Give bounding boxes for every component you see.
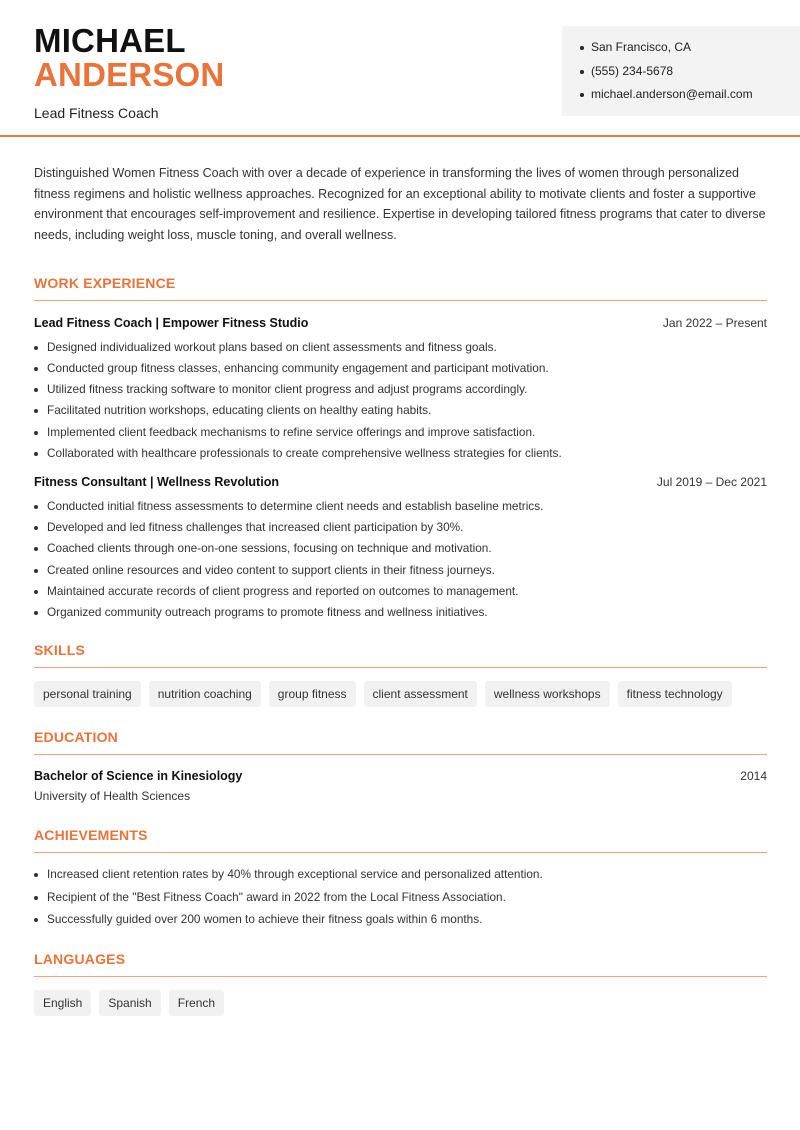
bullet-icon	[34, 526, 38, 530]
bullet-icon	[34, 918, 38, 922]
list-item	[34, 563, 767, 584]
section-title-skills: SKILLS	[34, 642, 767, 668]
contact-phone	[580, 64, 800, 88]
bullet-text: Successfully guided over 200 women to achieve their fitness goals within 6 months.	[47, 912, 483, 927]
bullet-icon	[34, 873, 38, 877]
contact-email	[580, 87, 800, 111]
resume-header	[0, 0, 800, 137]
location-text: San Francisco, CA	[591, 40, 692, 54]
list-item	[34, 605, 767, 626]
bullet-text: Facilitated nutrition workshops, educating clients on healthy eating habits.	[47, 403, 432, 418]
list-item	[34, 425, 767, 446]
bullet-text: Conducted initial fitness assessments to determine client needs and establish baseline metrics.	[47, 498, 544, 513]
bullet-text: Organized community outreach programs to promote fitness and wellness initiatives.	[47, 604, 488, 619]
list-item	[34, 446, 767, 467]
bullet-text: Conducted group fitness classes, enhancing community engagement and participant motivation.	[47, 361, 549, 375]
skill-tag: client assessment	[364, 681, 477, 707]
education-header	[34, 769, 767, 783]
job-bullets	[34, 340, 767, 467]
bullet-icon	[34, 431, 38, 435]
section-title-achievements: ACHIEVEMENTS	[34, 827, 767, 853]
job-dates: Jan 2022 – Present	[662, 315, 767, 330]
bullet-text: Developed and led fitness challenges that increased client participation by 30%.	[47, 520, 464, 535]
bullet-icon	[580, 46, 584, 50]
skill-tag: nutrition coaching	[149, 681, 261, 707]
job-role: Lead Fitness Coach | Empower Fitness Studio	[34, 315, 309, 330]
achievements-list	[34, 867, 767, 935]
section-title-education: EDUCATION	[34, 729, 767, 755]
bullet-text: Designed individualized workout plans based on client assessments and fitness goals.	[47, 339, 497, 354]
skill-tag: wellness workshops	[485, 681, 610, 707]
list-item	[34, 541, 767, 562]
graduation-year: 2014	[740, 769, 767, 784]
bullet-icon	[34, 547, 38, 551]
job-entry	[34, 316, 767, 467]
bullet-icon	[34, 388, 38, 392]
skill-tag: group fitness	[269, 681, 356, 707]
job-entry	[34, 475, 767, 626]
list-item	[34, 361, 767, 382]
bullet-icon	[34, 569, 38, 573]
bullet-text: Increased client retention rates by 40% through exceptional service and personalized attention.	[47, 867, 543, 882]
bullet-text: Coached clients through one-on-one sessions, focusing on technique and motivation.	[47, 541, 492, 556]
school: University of Health Sciences	[34, 789, 191, 804]
bullet-icon	[580, 70, 584, 74]
list-item	[34, 499, 767, 520]
degree: Bachelor of Science in Kinesiology	[34, 769, 243, 784]
first-name: MICHAEL	[34, 22, 186, 59]
contact-box	[562, 26, 800, 116]
list-item	[34, 890, 767, 913]
education-entry	[34, 769, 767, 803]
job-bullets	[34, 499, 767, 626]
bullet-text: Created online resources and video content to support clients in their fitness journeys.	[47, 562, 495, 577]
list-item	[34, 520, 767, 541]
headline-title: Lead Fitness Coach	[34, 105, 159, 121]
bullet-text: Utilized fitness tracking software to monitor client progress and adjust programs accordingly.	[47, 382, 528, 397]
section-title-work: WORK EXPERIENCE	[34, 275, 767, 301]
bullet-icon	[34, 409, 38, 413]
bullet-text: Recipient of the "Best Fitness Coach" award in 2022 from the Local Fitness Association.	[47, 889, 506, 904]
name-block	[34, 24, 224, 121]
skills-tags	[34, 681, 767, 707]
bullet-icon	[34, 611, 38, 615]
bullet-text: Maintained accurate records of client progress and reported on outcomes to management.	[47, 583, 519, 598]
list-item	[34, 584, 767, 605]
skill-tag: personal training	[34, 681, 141, 707]
job-header	[34, 316, 767, 330]
language-tag: Spanish	[99, 990, 160, 1016]
bullet-text: Collaborated with healthcare professionals to create comprehensive wellness strategies for clients.	[47, 445, 562, 460]
bullet-icon	[34, 452, 38, 456]
email-text: michael.anderson@email.com	[591, 87, 753, 101]
job-role: Fitness Consultant | Wellness Revolution	[34, 474, 279, 489]
contact-location	[580, 40, 800, 64]
resume-body	[34, 163, 767, 1016]
bullet-icon	[34, 590, 38, 594]
section-title-languages: LANGUAGES	[34, 951, 767, 977]
list-item	[34, 912, 767, 935]
language-tags	[34, 990, 767, 1016]
bullet-icon	[34, 896, 38, 900]
bullet-icon	[34, 367, 38, 371]
summary: Distinguished Women Fitness Coach with over a decade of experience in transforming the lives of women through personalized fitness regimens and holistic wellness approaches. Recognized for an exceptional ability to motivate clients and foster a supportive environment that encourages self-improvement and resilience. Expertise in developing tailored fitness programs that cater to diverse needs, including weight loss, muscle toning, and overall wellness.	[34, 166, 766, 243]
job-header	[34, 475, 767, 489]
language-tag: French	[169, 990, 224, 1016]
list-item	[34, 867, 767, 890]
job-dates: Jul 2019 – Dec 2021	[656, 474, 767, 489]
language-tag: English	[34, 990, 91, 1016]
list-item	[34, 382, 767, 403]
skill-tag: fitness technology	[618, 681, 732, 707]
bullet-icon	[580, 93, 584, 97]
list-item	[34, 340, 767, 361]
last-name: ANDERSON	[34, 56, 225, 93]
bullet-icon	[34, 346, 38, 350]
bullet-text: Implemented client feedback mechanisms to refine service offerings and improve satisfaction.	[47, 424, 536, 439]
phone-text: (555) 234-5678	[591, 63, 674, 78]
list-item	[34, 403, 767, 424]
bullet-icon	[34, 505, 38, 509]
